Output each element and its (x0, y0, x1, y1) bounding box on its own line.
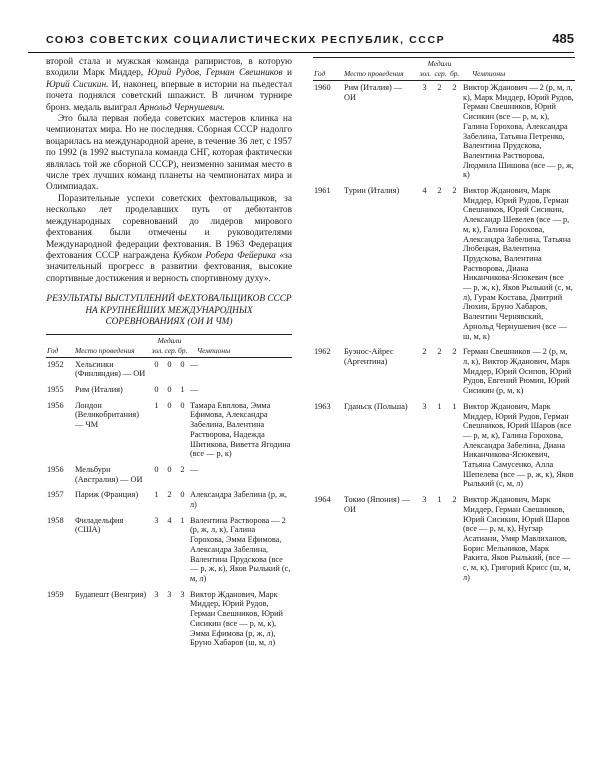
cell-bronze: 2 (180, 464, 185, 474)
cell-silver: 2 (437, 186, 442, 196)
cell-bronze: 2 (452, 495, 457, 505)
right-column (313, 57, 575, 586)
cell-bronze: 0 (180, 490, 185, 500)
col-champions: Чемпионы (472, 69, 506, 78)
cell-champions: — (190, 359, 199, 369)
cell-year: 1952 (47, 359, 64, 369)
col-year: Год (314, 69, 326, 78)
table-header (46, 334, 292, 357)
cell-silver: 2 (167, 490, 172, 500)
cell-champions: — (190, 385, 199, 395)
table-row (313, 345, 575, 400)
cell-silver: 2 (437, 83, 442, 92)
cell-gold: 1 (154, 400, 159, 410)
cell-gold: 0 (154, 359, 159, 369)
cell-champions: Тамара Евплова, Эмма Ефимова, Александра Забелина, Валентина Растворова, Надежда Шитикова, Виветта Ягодина (все — р, к) (190, 400, 291, 459)
cell-place: Гданьск (Польша) (344, 401, 408, 411)
table-row (46, 588, 292, 652)
col-place: Место проведения (75, 345, 135, 355)
table-row (313, 400, 575, 493)
cell-bronze: 3 (180, 589, 185, 599)
table-row (46, 399, 292, 463)
cell-place: Будапешт (Венгрия) (75, 589, 147, 599)
header-title: СОЮЗ СОВЕТСКИХ СОЦИАЛИСТИЧЕСКИХ РЕСПУБЛИК, СССР (46, 34, 446, 46)
cell-champions: Валентина Растворова — 2 (р, ж, л, к), Галина Горохова, Эмма Ефимова, Александра Забелина, Валентина Прудскова (все — р, ж, к), Яков Рылький (с, м, л) (190, 515, 291, 583)
cell-place: Рим (Италия) (75, 385, 123, 395)
col-champions: Чемпионы (197, 345, 231, 355)
cell-place: Турин (Италия) (344, 186, 400, 196)
col-place: Место проведения (344, 69, 404, 78)
cell-silver: 1 (437, 401, 442, 411)
table-row (46, 383, 292, 399)
cell-year: 1955 (47, 385, 64, 395)
cell-place: Токио (Япония) — ОИ (344, 495, 411, 514)
cell-bronze: 0 (180, 400, 185, 410)
cell-silver: 3 (167, 589, 172, 599)
left-column (46, 57, 292, 652)
table-row (46, 357, 292, 383)
cell-silver: 2 (437, 347, 442, 357)
cell-gold: 1 (154, 490, 159, 500)
cell-gold: 3 (422, 495, 427, 505)
cell-champions: Виктор Жданович, Марк Миддер, Юрий Рудов, Герман Свешников, Юрий Сисикин (все — р, м, к), Эмма Ефимова (р, ж, л), Бруно Хабаров (ш, м, л) (190, 589, 283, 648)
table-row (313, 81, 575, 185)
cell-year: 1957 (47, 490, 64, 500)
section-title: РЕЗУЛЬТАТЫ ВЫСТУПЛЕНИЙ ФЕХТОВАЛЬЩИКОВ СССР НА КРУПНЕЙШИХ МЕЖДУНАРОДНЫХ СОРЕВНОВАНИЯХ (ОИ И ЧМ) (46, 294, 292, 328)
cell-place: Рим (Италия) — ОИ (344, 83, 403, 102)
table-row (313, 493, 575, 586)
table-row (313, 184, 575, 345)
cell-champions: Александра Забелина (р, ж, л) (190, 490, 287, 510)
col-year: Год (47, 345, 59, 355)
cell-bronze: 1 (452, 401, 457, 411)
cell-gold: 4 (422, 186, 427, 196)
cell-gold: 0 (154, 385, 159, 395)
cell-bronze: 2 (452, 347, 457, 357)
cell-gold: 3 (154, 589, 159, 599)
cell-year: 1959 (47, 589, 64, 599)
results-table-right (313, 57, 575, 586)
cell-place: Буэнос-Айрес (Аргентина) (344, 347, 394, 366)
paragraph-3: Поразительные успехи советских фехтовальщиков, за несколько лет проделавших путь от дебютантов международных соревнований до лидеров мирового фехтования были отмечены и руководителями Международной федерации фехтования. В 1963 Федерация фехтования СССР награждена Кубком Робера Фейерика «за значительный прогресс в развитии фехтования, высокие спортивные достижения и верность спортивному духу». (46, 193, 292, 284)
cell-champions: Виктор Жданович, Марк Миддер, Герман Свешников, Юрий Сисикин, Юрий Шаров (все — р, м, к), Нугзар Асатиани, Умяр Мавлиханов, Борис Мельников, Марк Ракита, Яков Рылький, (все — с, м, к), Григорий Крисс (ш, м, л) (463, 495, 571, 582)
cell-year: 1962 (314, 347, 331, 357)
cell-silver: 1 (437, 495, 442, 505)
cell-year: 1956 (47, 464, 64, 474)
paragraph-1: второй стала и мужская команда рапиристов, в которую входили Марк Миддер, Юрий Рудов, Герман Свешников и Юрий Сисикин. И, наконец, впервые в истории на пьедестал почета поднялся советский шпажист. В личном турнире бронз. медаль выиграл Арнольд Чернушевич. (46, 57, 292, 113)
cell-place: Филадельфия (США) (75, 515, 124, 535)
cell-gold: 2 (422, 347, 427, 357)
cell-champions: — (190, 464, 199, 474)
results-table-left (46, 334, 292, 652)
cell-place: Лондон (Великобритания) — ЧМ (75, 400, 139, 430)
cell-silver: 0 (167, 464, 172, 474)
cell-gold: 0 (154, 464, 159, 474)
cell-bronze: 2 (452, 186, 457, 196)
table-row (46, 463, 292, 488)
cell-year: 1963 (314, 401, 331, 411)
cell-gold: 3 (154, 515, 159, 525)
cell-silver: 4 (167, 515, 172, 525)
cell-silver: 0 (167, 359, 172, 369)
cell-bronze: 1 (180, 385, 185, 395)
paragraph-2: Это была первая победа советских мастеров клинка на чемпионатах мира. Но не последняя. Сборная СССР надолго воцарилась на международной арене, в течение 36 лет, с 1957 по 1992 (в 1992 выступала команда СНГ, которая фактически являлась той же сборной СССР), неизменно занимая место в числе трех лучших команд планеты на чемпионатах мира и Олимпиадах. (46, 114, 292, 193)
cell-silver: 0 (167, 385, 172, 395)
cell-place: Хельсинки (Финляндия) — ОИ (75, 359, 146, 379)
page-number: 485 (552, 31, 574, 46)
running-header (28, 32, 574, 53)
table-row (46, 514, 292, 588)
cell-bronze: 2 (452, 83, 457, 92)
table-row (46, 488, 292, 513)
cell-champions: Виктор Жданович — 2 (р, м, л, к), Марк Миддер, Юрий Рудов, Герман Свешников, Юрий Сисикин (все — р, м, к), Галина Горохова, Александра Забелина, Татьяна Петренко, Валентина Прудскова, Валентина Растворова, Людмила Шишова (все — р, ж, к) (463, 83, 574, 180)
cell-place: Париж (Франция) (75, 490, 139, 500)
col-medals: Медали зол. сер. бр. (419, 59, 460, 78)
cell-champions: Виктор Жданович, Марк Миддер, Юрий Рудов, Герман Свешников, Юрий Шаров (все — р, м, к), Галина Горохова, Александра Забелина, Диана Никанчикова-Ясюкевич, Татьяна Самусенко, Алла Шепелева (все — р, ж, к), Яков Рылький (с, м, л) (463, 401, 574, 489)
cell-year: 1961 (314, 186, 331, 196)
cell-bronze: 0 (180, 359, 185, 369)
cell-champions: Виктор Жданович, Марк Миддер, Юрий Рудов, Герман Свешников, Юрий Сисикин, Александр Шевелев (все — р, м, к), Галина Горохова, Александра Забелина, Татьяна Любецкая, Валентина Прудскова, Валентина Растворова, Диана Никанчикова-Ясюкевич (все — р, ж, к), Яков Рылький (с, м, л), Гурам Костава, Дмитрий Люхин, Бруно Хабаров, Валентин Чернявский, Арнольд Чернушевич (все — ш, м, к) (463, 186, 573, 341)
table-header (313, 58, 575, 81)
cell-silver: 0 (167, 400, 172, 410)
col-medals: Медали зол. сер. бр. (151, 335, 188, 355)
cell-year: 1956 (47, 400, 64, 410)
cell-year: 1958 (47, 515, 64, 525)
cell-year: 1964 (314, 495, 331, 505)
cell-place: Мельбурн (Австралия) — ОИ (75, 464, 143, 484)
cell-gold: 3 (422, 83, 427, 92)
cell-year: 1960 (314, 83, 331, 92)
cell-champions: Герман Свешников — 2 (р, м, л, к), Виктор Жданович, Марк Миддер, Юрий Осипов, Юрий Рудов, Евгений Рюмин, Юрий Сисикин (р, м, к) (463, 347, 572, 396)
cell-bronze: 1 (180, 515, 185, 525)
cell-gold: 3 (422, 401, 427, 411)
